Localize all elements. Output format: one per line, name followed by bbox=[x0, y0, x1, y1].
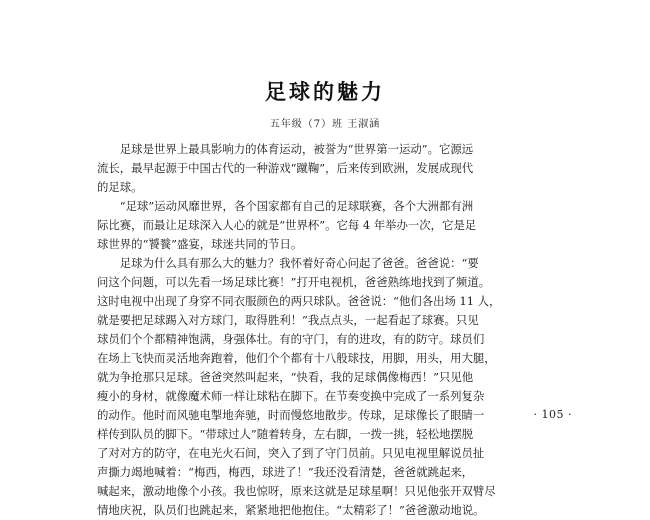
text-line: 足球为什么具有那么大的魅力？我怀着好奇心问起了爸爸。爸爸说：“要 bbox=[97, 256, 479, 270]
article-title: 足球的魅力 bbox=[265, 80, 385, 104]
text-line: 球世界的“饕餮”盛宴，球迷共同的节日。 bbox=[97, 237, 303, 251]
text-line: 的足球。 bbox=[97, 180, 143, 194]
text-line: 样传到队员的脚下。“带球过人”随着转身，左右脚，一拨一挑，轻松地摆脱 bbox=[97, 427, 474, 441]
text-line: 问这个问题，可以先看一场足球比赛！”打开电视机，爸爸熟练地找到了频道。 bbox=[97, 275, 491, 289]
text-line: 这时电视中出现了身穿不同衣服颜色的两只球队。爸爸说：“他们各出场 11 人， bbox=[97, 294, 501, 308]
text-line: 球员们个个都精神饱满，身强体壮。有的守门，有的进攻，有的防守。球员们 bbox=[97, 332, 485, 346]
article-byline: 五年级（7）班 王淑涵 bbox=[269, 119, 381, 130]
text-line: 流长，最早起源于中国古代的一种游戏“蹴鞠”，后来传到欧洲，发展成现代 bbox=[97, 161, 474, 175]
text-line: 际比赛，而最让足球深入人心的就是“世界杯”。它每 4 年举办一次，它是足 bbox=[97, 218, 477, 232]
paragraph-3 bbox=[97, 254, 585, 520]
text-line: 在场上飞快而灵活地奔跑着，他们个个都有十八般球技，用脚，用头，用大腿， bbox=[97, 351, 496, 365]
text-line: 足球是世界上最具影响力的体育运动，被誉为“世界第一运动”。它源远 bbox=[97, 142, 474, 156]
article-body bbox=[97, 140, 585, 520]
text-line: 就为争抢那只足球。爸爸突然叫起来，“快看，我的足球偶像梅西！”只见他 bbox=[97, 370, 474, 384]
text-line: 情地庆祝，队员们也跳起来，紧紧地把他抱住。“太精彩了！”爸爸激动地说。 bbox=[97, 503, 485, 517]
paragraph-1 bbox=[97, 140, 585, 197]
text-line: 了对对方的防守，在电光火石间，突入了到了守门员前。只见电视里解说员扯 bbox=[97, 446, 485, 460]
text-line: 喊起来，激动地像个小孩。我也惊呀，原来这就是足球星啊！只见他张开双臂尽 bbox=[97, 484, 496, 498]
text-line: 的动作。他时而风驰电掣地奔驰，时而慢悠地散步。传球，足球像长了眼睛一 bbox=[97, 408, 485, 422]
page-number: · 105 · bbox=[533, 408, 572, 421]
text-line: 声撕力竭地喊着：“梅西，梅西，球进了！”我还没看清楚，爸爸就跳起来， bbox=[97, 465, 474, 479]
text-line: 就是要把足球踢入对方球门，取得胜利！”我点点头，一起看起了球赛。只见 bbox=[97, 313, 479, 327]
text-line: 瘦小的身材，就像魔术师一样让球粘在脚下。在节奏变换中完成了一系列复杂 bbox=[97, 389, 485, 403]
text-line: “足球”运动风靡世界，各个国家都有自己的足球联赛，各个大洲都有洲 bbox=[97, 199, 474, 213]
paragraph-2 bbox=[97, 197, 585, 254]
